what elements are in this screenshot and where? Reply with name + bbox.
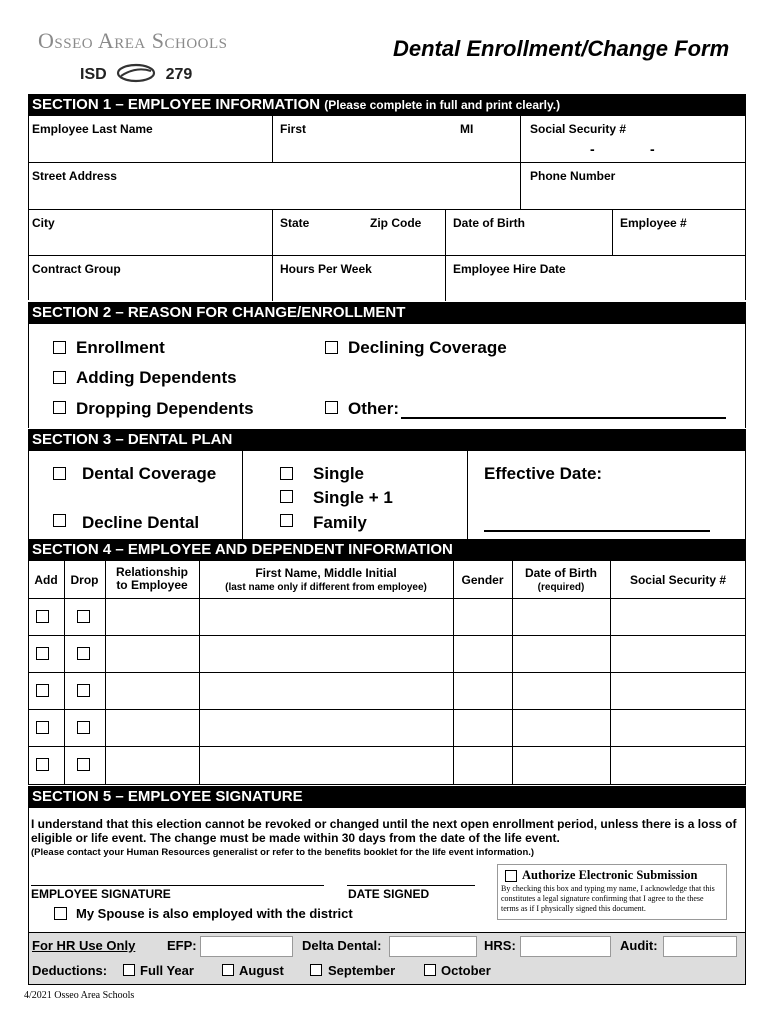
employee-number-field[interactable]: Employee # (620, 216, 687, 230)
august-label: August (239, 963, 284, 978)
september-label: September (328, 963, 396, 978)
date-of-birth-field[interactable]: Date of Birth (453, 216, 525, 230)
decline-dental-checkbox[interactable] (53, 514, 66, 527)
single-plus-one-label: Single + 1 (313, 488, 393, 507)
logo-number: 279 (165, 66, 193, 83)
row-4-drop-checkbox[interactable] (77, 721, 90, 734)
employee-signature-label: EMPLOYEE SIGNATURE (31, 887, 171, 901)
efp-input[interactable] (200, 936, 293, 957)
october-label: October (441, 963, 491, 978)
october-checkbox[interactable] (424, 964, 436, 976)
section-4-header: SECTION 4 – EMPLOYEE AND DEPENDENT INFORMATION (28, 539, 746, 561)
ssn-dash-1: - (590, 141, 595, 157)
phone-number-field[interactable]: Phone Number (530, 169, 616, 183)
section-2-header: SECTION 2 – REASON FOR CHANGE/ENROLLMENT (28, 302, 746, 324)
dropping-dependents-checkbox[interactable] (53, 401, 66, 414)
row-4-add-checkbox[interactable] (36, 721, 49, 734)
august-checkbox[interactable] (222, 964, 234, 976)
effective-date-input-line[interactable] (484, 530, 710, 532)
date-signed-label: DATE SIGNED (348, 887, 430, 901)
full-year-label: Full Year (140, 963, 194, 978)
col-relationship: Relationship to Employee (115, 565, 188, 592)
row-5-add-checkbox[interactable] (36, 758, 49, 771)
col-drop: Drop (70, 573, 99, 587)
social-security-field[interactable]: Social Security # (530, 122, 627, 136)
audit-label: Audit: (620, 938, 658, 953)
dependent-table (28, 561, 746, 785)
employee-hire-date-field[interactable]: Employee Hire Date (453, 262, 566, 276)
authorize-electronic-checkbox[interactable] (505, 870, 517, 882)
state-field[interactable]: State (280, 216, 310, 230)
family-label: Family (313, 513, 367, 532)
authorize-electronic-text: By checking this box and typing my name, I acknowledge that this constitutes a legal signature confirming that I agree to the these terms as if I physically signed this document. (501, 884, 715, 913)
form-title: Dental Enrollment/Change Form (393, 36, 730, 61)
delta-dental-input[interactable] (389, 936, 477, 957)
middle-initial-field[interactable]: MI (460, 122, 474, 136)
street-address-field[interactable]: Street Address (32, 169, 117, 183)
for-hr-use-label: For HR Use Only (32, 938, 136, 953)
enrollment-label: Enrollment (76, 338, 165, 357)
effective-date-label: Effective Date: (484, 464, 603, 483)
revision-footer: 4/2021 Osseo Area Schools (24, 990, 135, 1001)
other-label: Other: (348, 399, 399, 418)
ssn-dash-2: - (650, 141, 655, 157)
row-1-add-checkbox[interactable] (36, 610, 49, 623)
row-1-drop-checkbox[interactable] (77, 610, 90, 623)
september-checkbox[interactable] (310, 964, 322, 976)
declining-coverage-label: Declining Coverage (348, 338, 507, 357)
deductions-label: Deductions: (32, 963, 108, 978)
row-5-drop-checkbox[interactable] (77, 758, 90, 771)
row-2-add-checkbox[interactable] (36, 647, 49, 660)
date-signed-line[interactable] (347, 885, 475, 886)
contract-group-field[interactable]: Contract Group (32, 262, 121, 276)
logo-text: Osseo Area Schools (38, 28, 228, 53)
full-year-checkbox[interactable] (123, 964, 135, 976)
zip-code-field[interactable]: Zip Code (370, 216, 422, 230)
hrs-label: HRS: (484, 938, 516, 953)
logo-swoosh-icon (115, 62, 157, 84)
agreement-note: (Please contact your Human Resources generalist or refer to the benefits booklet for the life event information.) (31, 847, 535, 858)
logo-district: ISD (80, 66, 107, 83)
enrollment-checkbox[interactable] (53, 341, 66, 354)
agreement-statement: I understand that this election cannot be revoked or changed until the next open enrollment period, unless there is a loss of eligible or life event. The change must be made within 30 days from the date of the life event. (31, 817, 737, 845)
section-1-header: SECTION 1 – EMPLOYEE INFORMATION (Please complete in full and print clearly.) (28, 94, 746, 116)
efp-label: EFP: (167, 938, 197, 953)
other-input-line[interactable] (401, 417, 726, 419)
dropping-dependents-label: Dropping Dependents (76, 399, 254, 418)
audit-input[interactable] (663, 936, 737, 957)
row-2-drop-checkbox[interactable] (77, 647, 90, 660)
section-5-header: SECTION 5 – EMPLOYEE SIGNATURE (28, 786, 746, 808)
employee-last-name-field[interactable]: Employee Last Name (32, 122, 153, 136)
col-gender: Gender (461, 573, 504, 587)
declining-coverage-checkbox[interactable] (325, 341, 338, 354)
spouse-employed-label: My Spouse is also employed with the district (76, 906, 353, 921)
single-checkbox[interactable] (280, 467, 293, 480)
authorize-electronic-title: Authorize Electronic Submission (522, 868, 698, 882)
other-checkbox[interactable] (325, 401, 338, 414)
row-3-add-checkbox[interactable] (36, 684, 49, 697)
single-plus-one-checkbox[interactable] (280, 490, 293, 503)
dental-coverage-label: Dental Coverage (82, 464, 217, 483)
spouse-employed-checkbox[interactable] (54, 907, 67, 920)
single-label: Single (313, 464, 365, 483)
col-dob: Date of Birth (required) (525, 566, 597, 593)
row-3-drop-checkbox[interactable] (77, 684, 90, 697)
city-field[interactable]: City (32, 216, 55, 230)
dental-coverage-checkbox[interactable] (53, 467, 66, 480)
adding-dependents-label: Adding Dependents (76, 368, 237, 387)
adding-dependents-checkbox[interactable] (53, 371, 66, 384)
hrs-input[interactable] (520, 936, 611, 957)
col-add: Add (34, 573, 58, 587)
section-3-header: SECTION 3 – DENTAL PLAN (28, 429, 746, 451)
family-checkbox[interactable] (280, 514, 293, 527)
hours-per-week-field[interactable]: Hours Per Week (280, 262, 372, 276)
district-logo (38, 28, 268, 84)
col-name: First Name, Middle Initial (last name only if different from employee) (225, 566, 427, 593)
decline-dental-label: Decline Dental (82, 513, 200, 532)
first-name-field[interactable]: First (280, 122, 307, 136)
employee-signature-line[interactable] (31, 885, 324, 886)
delta-dental-label: Delta Dental: (302, 938, 382, 953)
authorize-electronic-box (497, 864, 727, 920)
col-ssn: Social Security # (629, 573, 727, 587)
